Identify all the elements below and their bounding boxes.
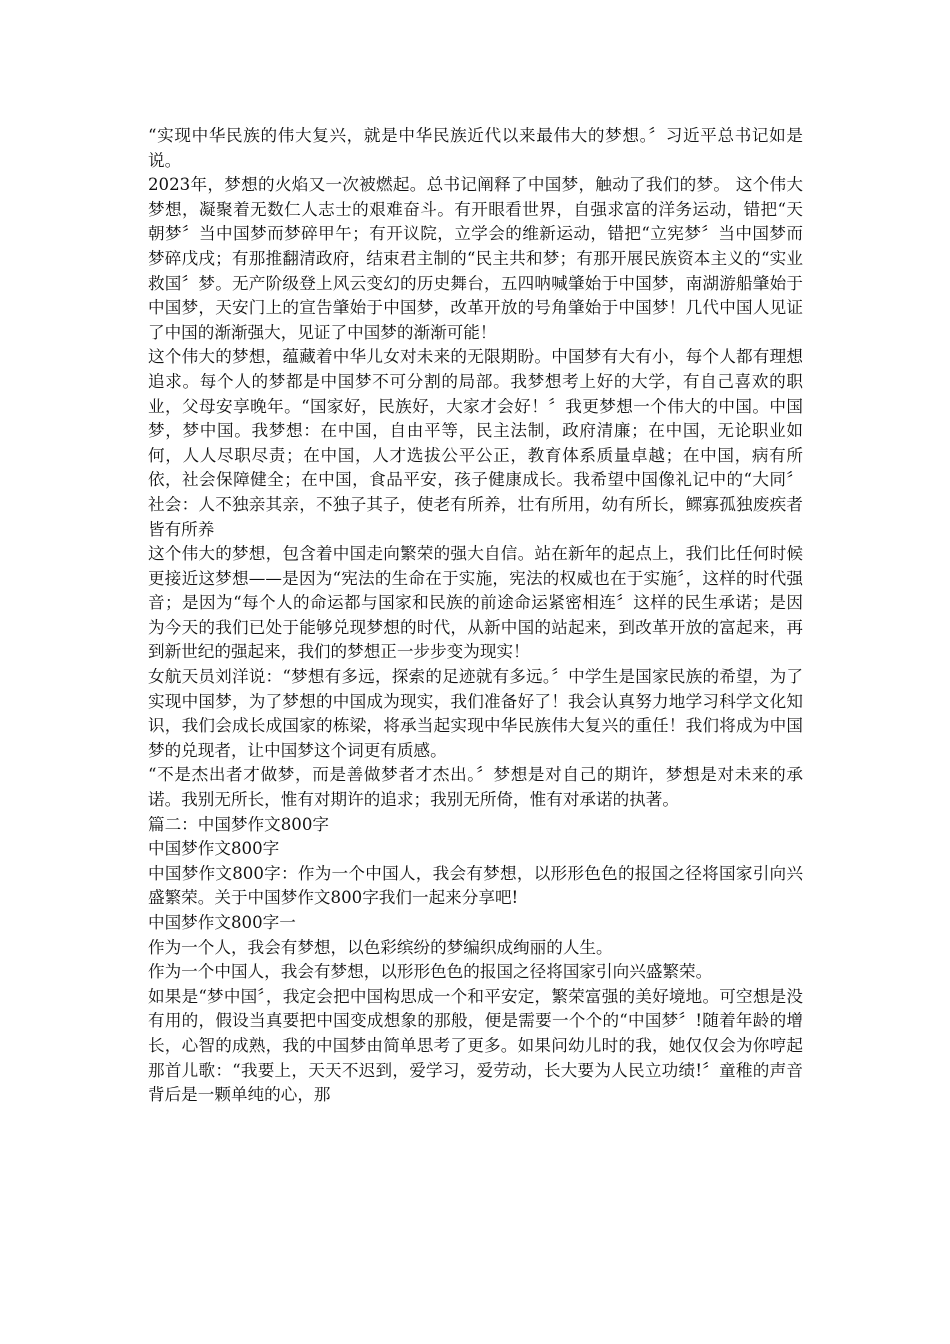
paragraph-national-dream: 作为一个中国人，我会有梦想，以形形色色的报国之径将国家引向兴盛繁荣。 xyxy=(148,962,713,982)
essay-subtitle-one: 中国梦作文800字一 xyxy=(148,913,296,932)
paragraph-dream-history: 2023年，梦想的火焰又一次被燃起。总书记阐释了中国梦，触动了我们的梦。 这个伟大梦想，凝聚着无数仁人志士的艰难奋斗。有开眼看世界，自强求富的洋务运动，错把“天朝梦〞当中国梦而梦碎甲午；有开议院，立学会的维新运动，错把“立宪梦〞当中国梦而梦碎戊戌；有那推翻清政府，结束君主制的“民主共和梦；有那开展民族资本主义的“实业救国〞梦。无产阶级登上风云变幻的历史舞台，五四呐喊肇始于中国梦，南湖游船肇始于中国梦，天安门上的宣告肇始于中国梦，改革开放的号角肇始于中国梦！几代中国人见证了中国的渐渐强大，见证了中国梦的渐渐可能！ xyxy=(148,175,803,342)
paragraph-quote-opening: “实现中华民族的伟大复兴，就是中华民族近代以来最伟大的梦想。〞习近平总书记如是说。 xyxy=(148,126,803,170)
paragraph-personal-dream: 作为一个人，我会有梦想，以色彩缤纷的梦编织成绚丽的人生。 xyxy=(148,937,613,957)
section-heading-part-two: 篇二：中国梦作文800字 xyxy=(148,814,330,834)
paragraph-dream-confidence: 这个伟大的梦想，包含着中国走向繁荣的强大自信。站在新年的起点上，我们比任何时候更接近这梦想——是因为“宪法的生命在于实施，宪法的权威也在于实施〞，这样的时代强音；是因为“每个人的命运都与国家和民族的前途命运紧密相连〞这样的民生承诺；是因为今天的我们已处于能够兑现梦想的时代，从新中国的站起来，到改革开放的富起来，再到新世纪的强起来，我们的梦想正一步步变为现实！ xyxy=(148,544,803,662)
paragraph-astronaut-quote: 女航天员刘洋说：“梦想有多远，探索的足迹就有多远。〞中学生是国家民族的希望，为了实现中国梦，为了梦想的中国成为现实，我们准备好了！我会认真努力地学习科学文化知识，我们会成长成国家的栋梁，将承当起实现中华民族伟大复兴的重任！我们将成为中国梦的兑现者，让中国梦这个词更有质感。 xyxy=(148,667,803,760)
paragraph-childhood-dream: 如果是“梦中国〞，我定会把中国构思成一个和平安定，繁荣富强的美好境地。可空想是没有用的，假设当真要把中国变成想象的那般，便是需要一个个的“中国梦〞!随着年龄的增长，心智的成熟，我的中国梦由简单思考了更多。如果问幼儿时的我，她仅仅会为你哼起那首儿歌：“我要上，天天不迟到，爱学习，爱劳动，长大要为人民立功绩!〞童稚的声音背后是一颗单纯的心，那 xyxy=(148,986,803,1105)
essay-title: 中国梦作文800字 xyxy=(148,839,280,859)
paragraph-dream-expectation: 这个伟大的梦想，蕴藏着中华儿女对未来的无限期盼。中国梦有大有小，每个人都有理想追求。每个人的梦都是中国梦不可分割的局部。我梦想考上好的大学，有自己喜欢的职业，父母安享晚年。“国家好，民族好，大家才会好！〞我更梦想一个伟大的中国。中国梦，梦中国。我梦想：在中国，自由平等，民主法制，政府清廉；在中国，无论职业如何，人人尽职尽责；在中国，人才选拔公平公正，教育体系质量卓越；在中国，病有所依，社会保障健全；在中国，食品平安，孩子健康成长。我希望中国像礼记中的“大同〞社会：人不独亲其亲，不独子其子，使老有所养，壮有所用，幼有所长，鳏寡孤独废疾者皆有所养 xyxy=(148,347,803,539)
document-body xyxy=(148,124,803,1108)
paragraph-essay-intro: 中国梦作文800字：作为一个中国人，我会有梦想，以形形色色的报国之径将国家引向兴盛繁荣。关于中国梦作文800字我们一起来分享吧! xyxy=(148,863,803,908)
paragraph-dreamer-quote: “不是杰出者才做梦，而是善做梦者才杰出。〞梦想是对自己的期许，梦想是对未来的承诺。我别无所长，惟有对期许的追求；我别无所倚，惟有对承诺的执著。 xyxy=(148,765,803,810)
